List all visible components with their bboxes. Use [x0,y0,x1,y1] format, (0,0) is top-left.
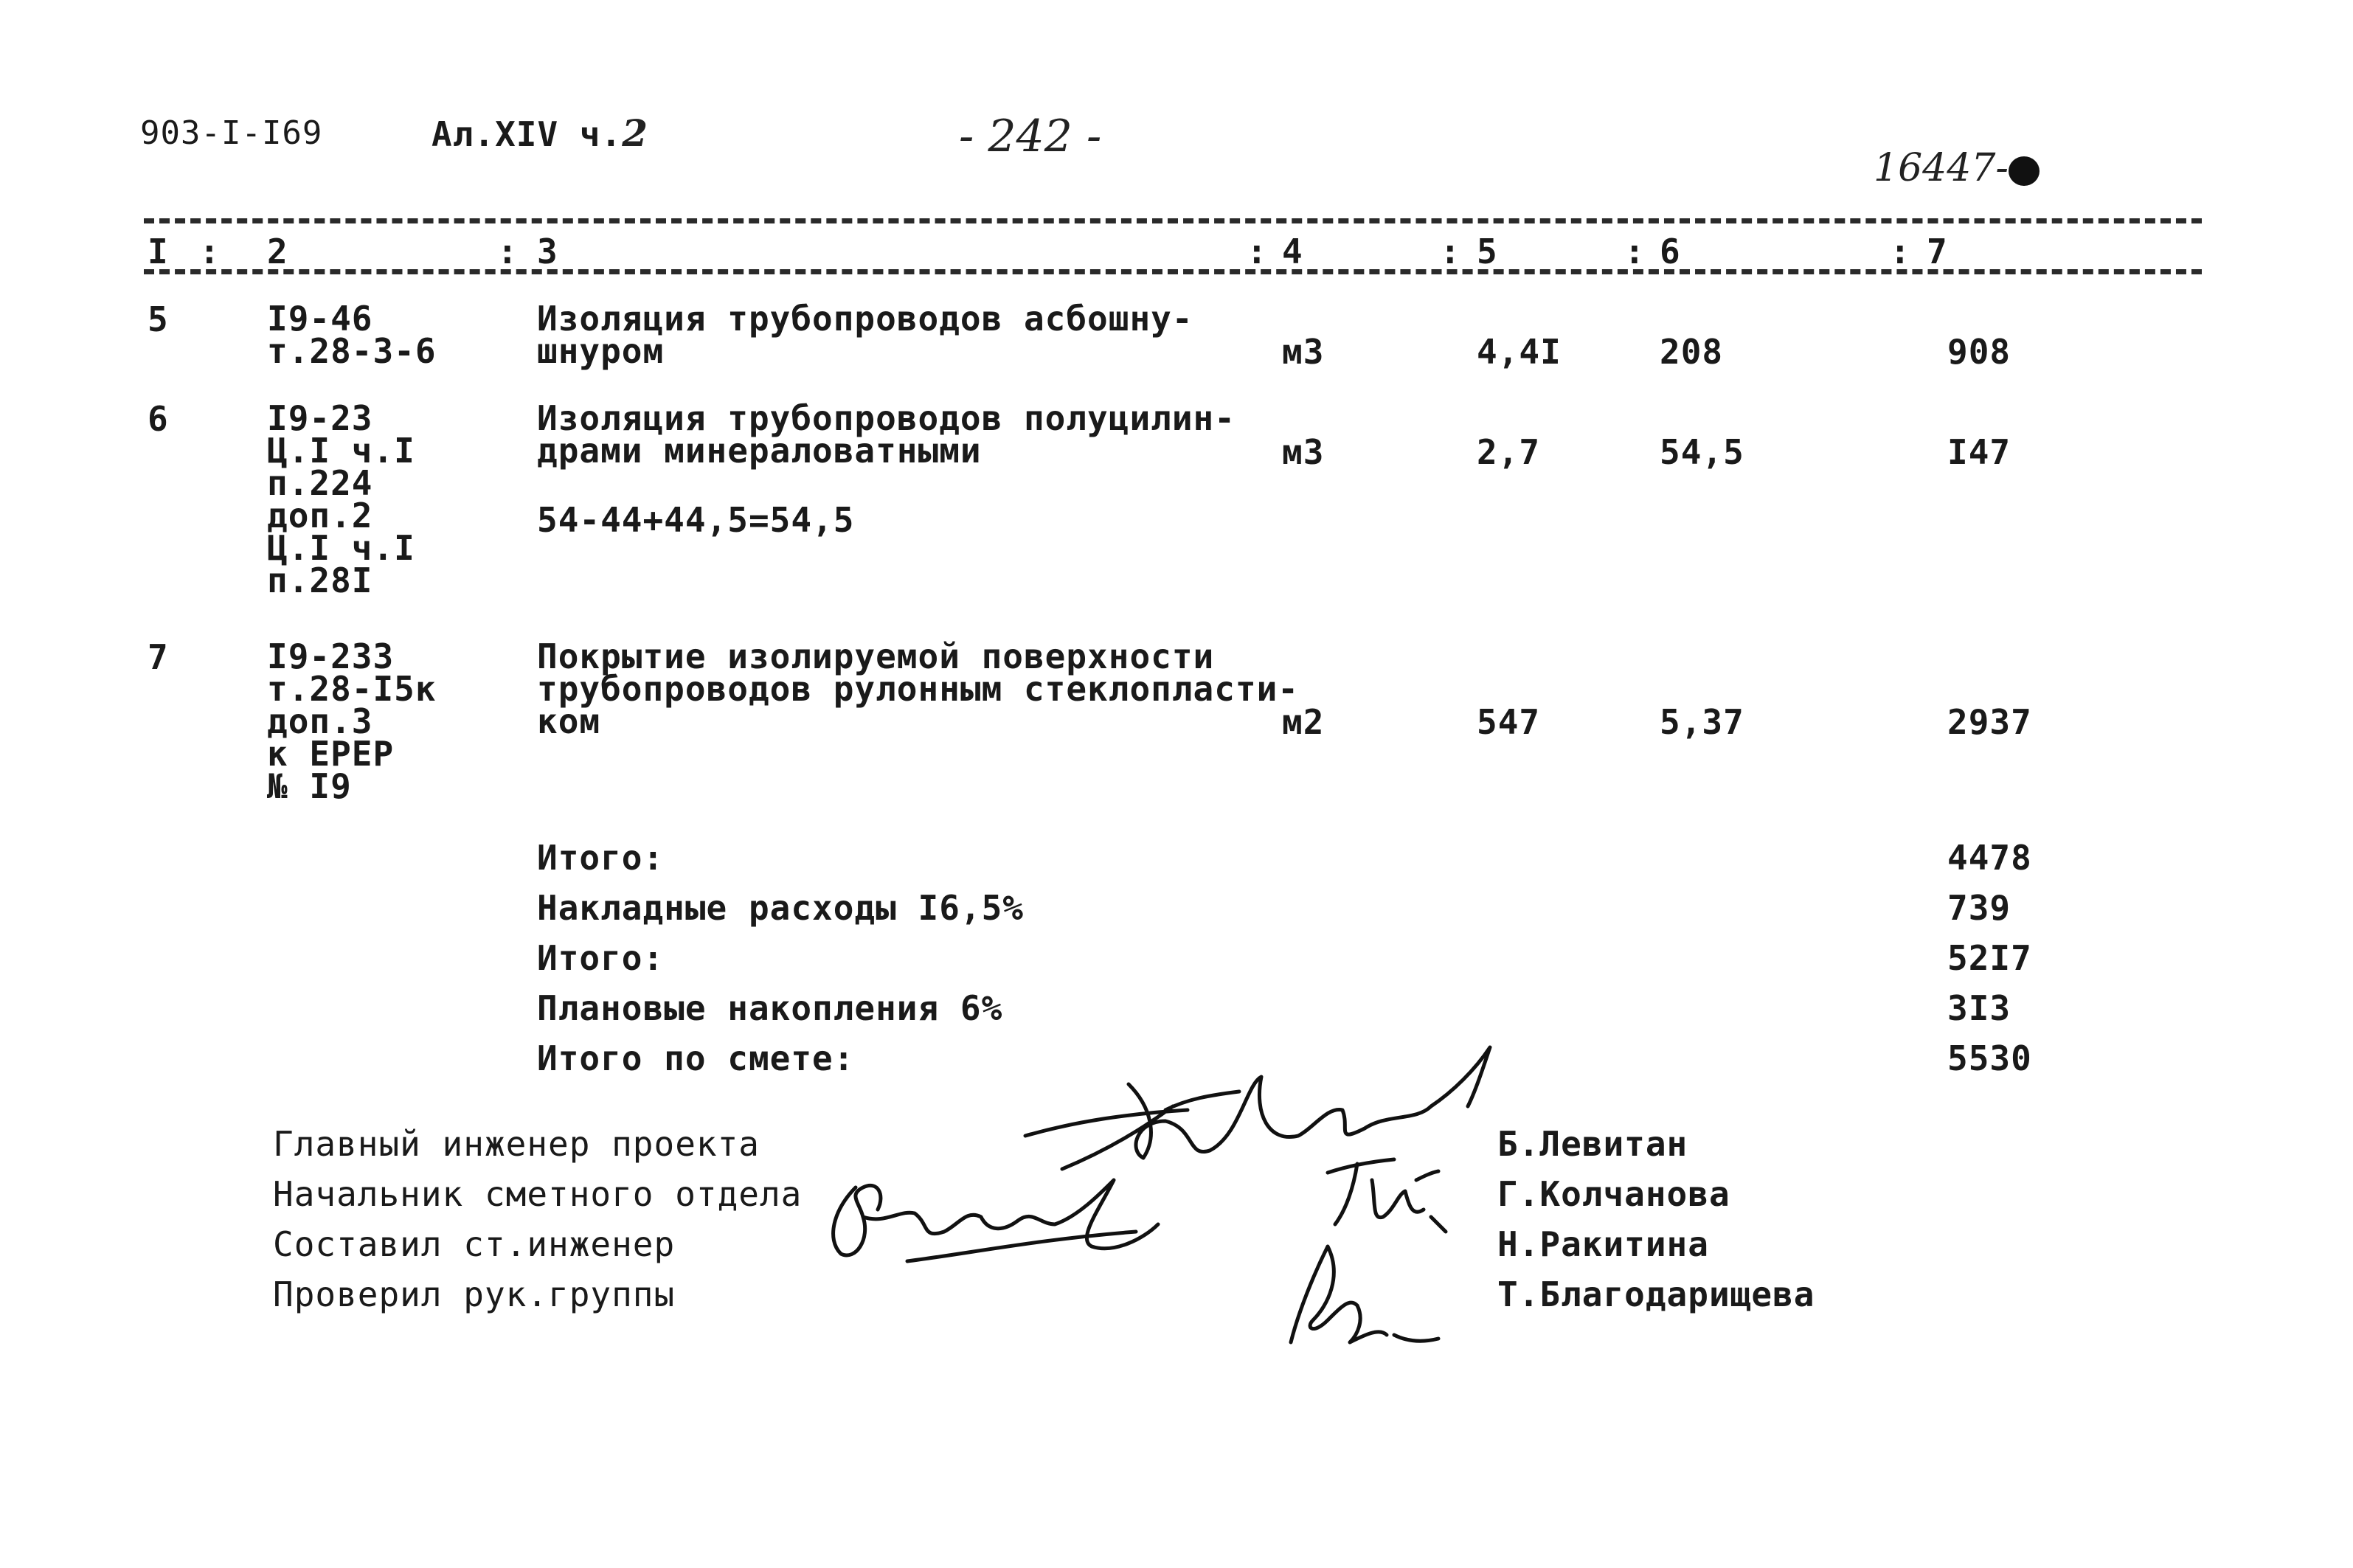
row-total: I47 [1947,432,2011,472]
column-header-4: 4 [1282,232,1303,271]
row-total: 908 [1947,332,2011,372]
signature-name: Б.Левитан [1497,1124,1688,1164]
column-header-sep: : [1247,232,1268,271]
row-price: 54,5 [1660,432,1744,472]
page-number: - 242 - [959,111,1102,162]
column-header-sep: : [1624,232,1646,271]
album-label: Ал.XIV ч. [432,114,623,154]
signature-role: Начальник сметного отдела [273,1174,803,1214]
row-unit: м2 [1282,702,1325,742]
row-total: 2937 [1947,702,2032,742]
column-header-sep: : [1890,232,1911,271]
signature-name: Г.Колчанова [1497,1174,1730,1214]
row-calculation: 54-44+44,5=54,5 [537,500,855,540]
row-code: I9-233 т.28-I5к доп.3 к ЕРЕР № I9 [267,636,437,806]
row-unit: м3 [1282,332,1325,372]
summary-label: Накладные расходы I6,5% [537,888,1024,928]
summary-label: Итого по смете: [537,1038,855,1078]
column-header-sep: : [199,232,221,271]
summary-label: Плановые накопления 6% [537,988,1003,1028]
row-number: 6 [148,399,169,439]
row-description: Изоляция трубопроводов асбошну- шнуром [537,299,1193,371]
summary-value: 5530 [1947,1038,2032,1078]
row-quantity: 547 [1477,702,1541,742]
column-header-sep: : [497,232,519,271]
row-code: I9-46 т.28-3-6 [267,299,437,371]
summary-value: 52I7 [1947,938,2032,978]
row-unit: м3 [1282,432,1325,472]
row-description: Изоляция трубопроводов полуцилин- драми минераловатными [537,398,1236,471]
summary-value: 3I3 [1947,988,2011,1028]
row-price: 208 [1660,332,1724,372]
album-reference [432,111,649,155]
header-top-rule [144,218,2202,223]
column-header-1: I [148,232,169,271]
signature-compiler [819,1165,1188,1283]
column-header-2: 2 [267,232,288,271]
row-number: 5 [148,299,169,339]
column-header-sep: : [1440,232,1461,271]
summary-label: Итого: [537,838,665,878]
summary-value: 739 [1947,888,2011,928]
summary-value: 4478 [1947,838,2032,878]
album-part-handwritten: 2 [622,111,649,155]
row-description: Покрытие изолируемой поверхности трубопроводов рулонным стеклопласти- ком [537,636,1299,741]
signature-role: Проверил рук.группы [273,1274,676,1314]
row-code: I9-23 Ц.I ч.I п.224 доп.2 Ц.I ч.I п.28I [267,398,415,600]
signature-name: Н.Ракитина [1497,1224,1709,1264]
row-quantity: 2,7 [1477,432,1541,472]
ink-blot [2009,156,2040,186]
row-number: 7 [148,637,169,677]
column-header-5: 5 [1477,232,1498,271]
signature-group-leader [1283,1232,1475,1357]
column-header-6: 6 [1660,232,1681,271]
signature-head-estimating [1313,1151,1460,1239]
column-header-3: 3 [537,232,558,271]
signature-role: Составил ст.инженер [273,1224,676,1264]
row-price: 5,37 [1660,702,1744,742]
column-header-7: 7 [1927,232,1948,271]
signature-role: Главный инженер проекта [273,1124,760,1164]
summary-label: Итого: [537,938,665,978]
signature-name: Т.Благодарищева [1497,1274,1815,1314]
sheet-code: 16447- [1874,146,2040,190]
document-code: 903-I-I69 [140,114,323,152]
row-quantity: 4,4I [1477,332,1562,372]
